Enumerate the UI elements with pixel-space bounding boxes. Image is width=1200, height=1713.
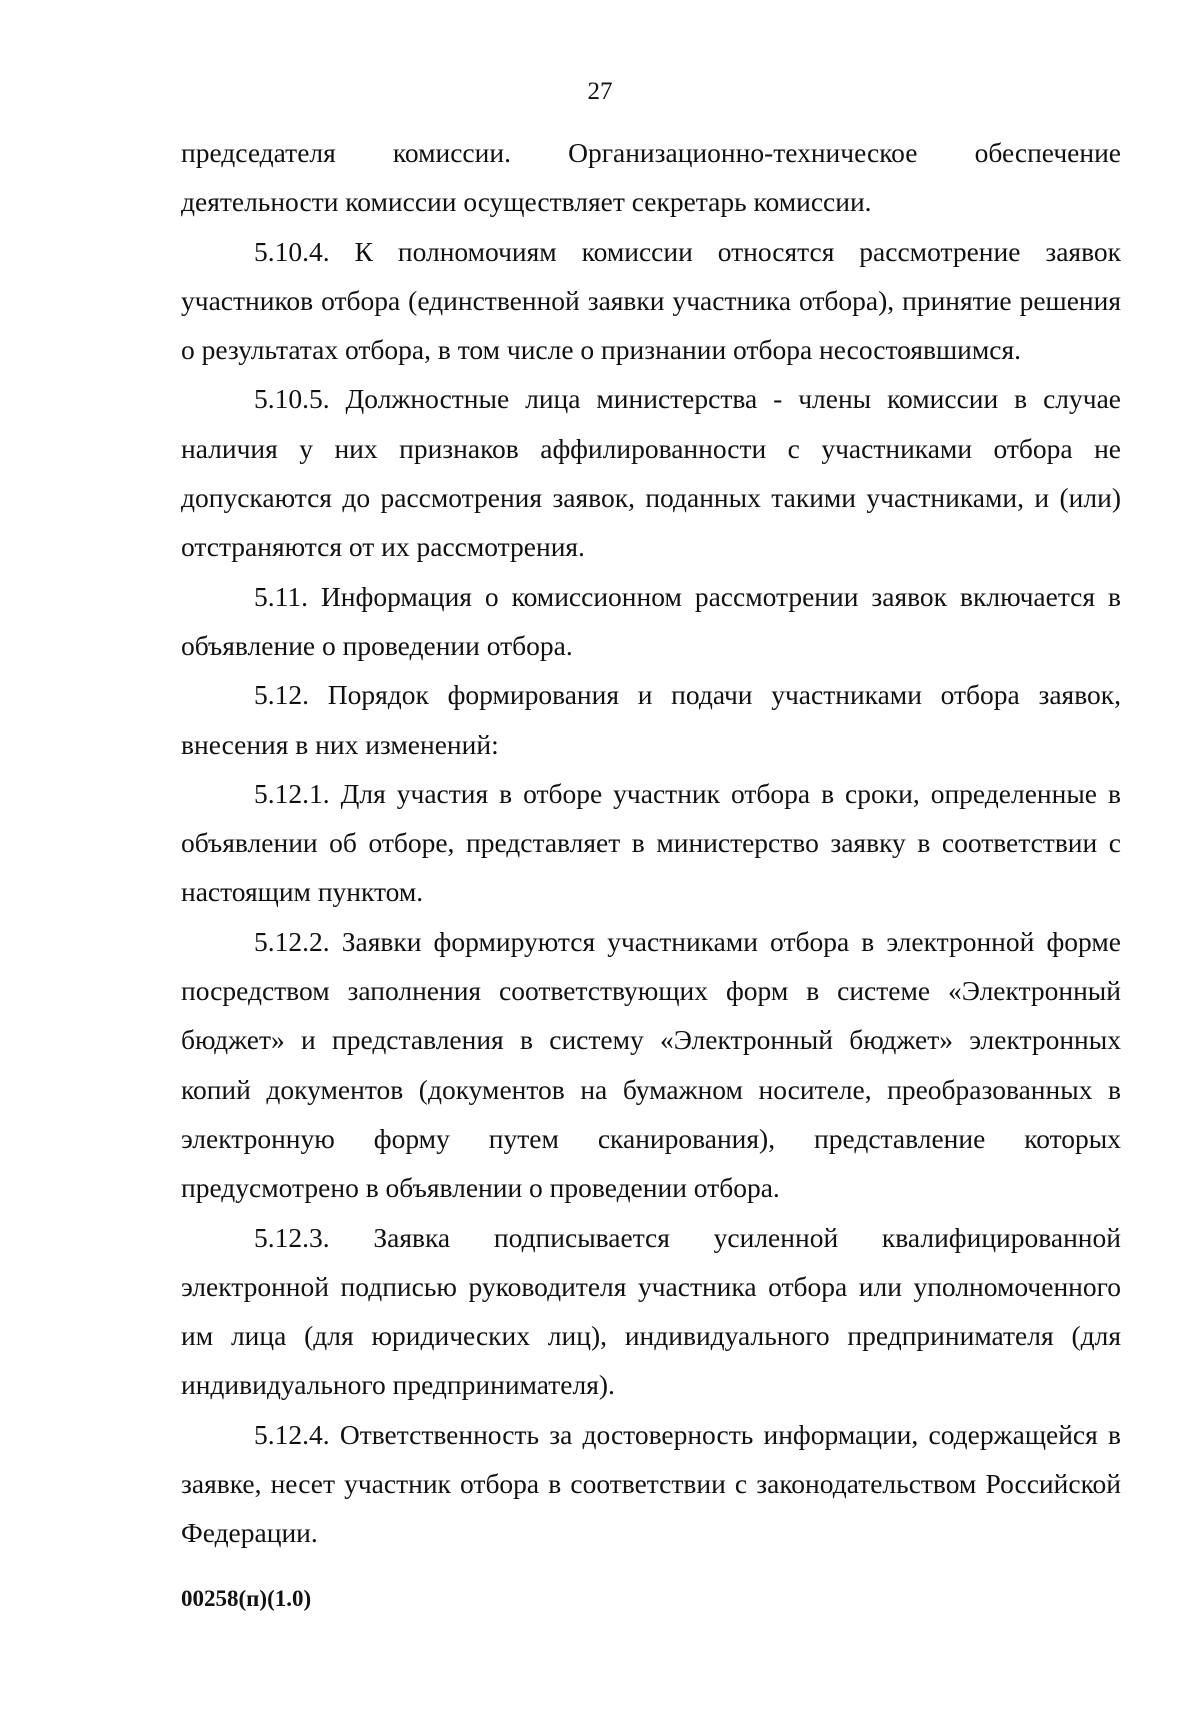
paragraph-5-12-3: 5.12.3. Заявка подписывается усиленной квалифицированной электронной подписью руководителя участника отбора или уполномоченного им лица (для юридических лиц), индивидуального предпринимателя (для индивидуального предпринимателя). [181,1221,1121,1401]
footer-document-code: 00258(п)(1.0) [181,1586,312,1611]
page-number: 27 [587,78,613,105]
paragraph-5-12-4: 5.12.4. Ответственность за достоверность информации, содержащейся в заявке, несет участник отбора в соответствии с законодательством Российской Федерации. [181,1418,1121,1549]
paragraph-continuation: председателя комиссии. Организационно-техническое обеспечение деятельности комиссии осуществляет секретарь комиссии. [181,137,1121,218]
paragraph-5-10-5: 5.10.5. Должностные лица министерства - члены комиссии в случае наличия у них признаков аффилированности с участниками отбора не допускаются до рассмотрения заявок, поданных такими участниками, и (или) отстраняются от их рассмотрения. [181,383,1121,563]
paragraph-5-12: 5.12. Порядок формирования и подачи участниками отбора заявок, внесения в них изменений: [181,679,1121,760]
paragraph-5-11: 5.11. Информация о комиссионном рассмотрении заявок включается в объявление о проведении отбора. [181,580,1121,661]
paragraph-5-12-2: 5.12.2. Заявки формируются участниками отбора в электронной форме посредством заполнения соответствующих форм в системе «Электронный бюджет» и представления в систему «Электронный бюджет» электронных копий документов (документов на бумажном носителе, преобразованных в электронную форму путем сканирования), представление которых предусмотрено в объявлении о проведении отбора. [181,925,1121,1204]
document-body [181,128,1121,1558]
paragraph-5-12-1: 5.12.1. Для участия в отборе участник отбора в сроки, определенные в объявлении об отборе, представляет в министерство заявку в соответствии с настоящим пунктом. [181,777,1121,908]
paragraph-5-10-4: 5.10.4. К полномочиям комиссии относятся рассмотрение заявок участников отбора (единственной заявки участника отбора), принятие решения о результатах отбора, в том числе о признании отбора несостоявшимся. [181,235,1121,366]
